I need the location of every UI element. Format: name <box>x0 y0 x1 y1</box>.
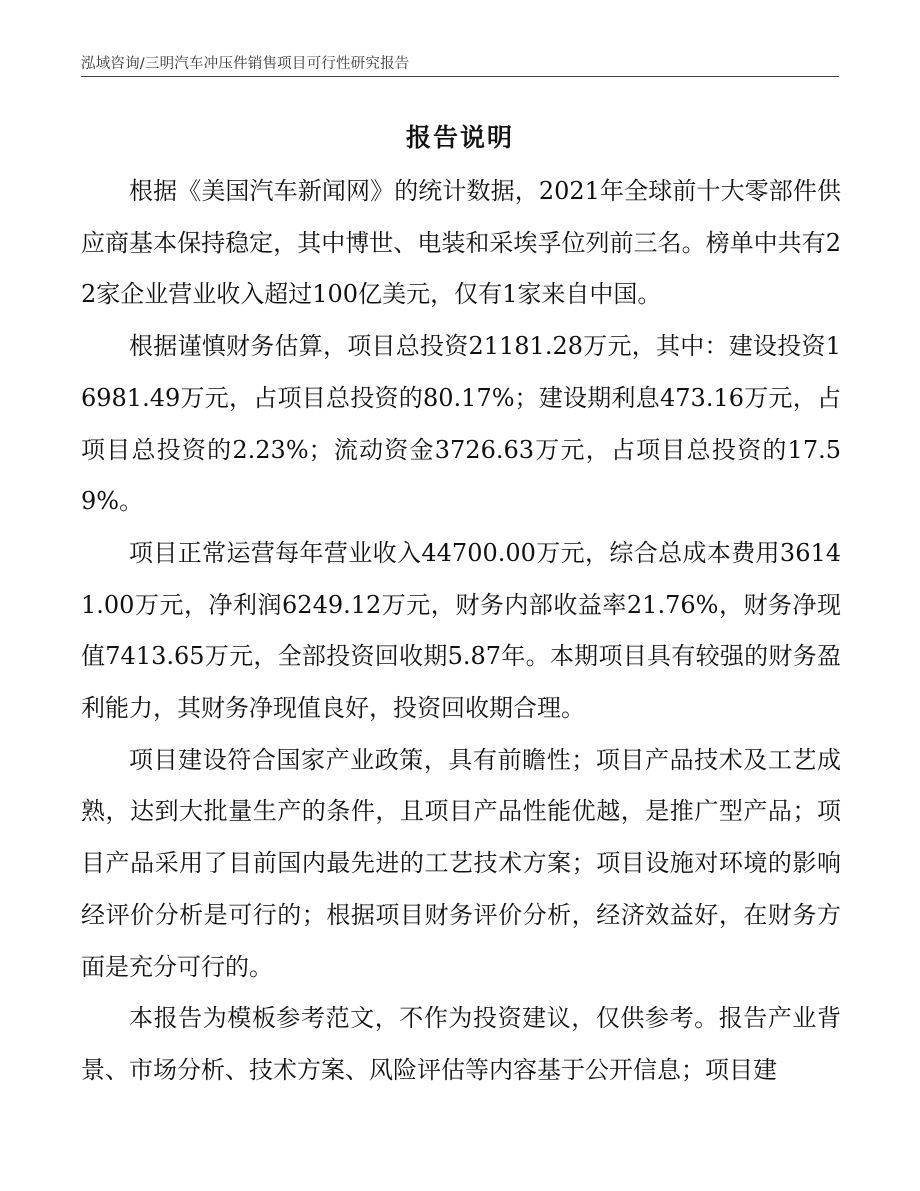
document-title: 报告说明 <box>405 123 514 152</box>
paragraph-financial-returns: 项目正常运营每年营业收入44700.00万元，综合总成本费用36141.00万元，净利润6249.12万元，财务内部收益率21.76%，财务净现值7413.65万元，全部投资回收期5.87年。本期项目具有较强的财务盈利能力，其财务净现值良好，投资回收期合理。 <box>81 538 841 723</box>
header-divider <box>81 76 839 77</box>
paragraph-feasibility-conclusion: 项目建设符合国家产业政策，具有前瞻性；项目产品技术及工艺成熟，达到大批量生产的条件，且项目产品性能优越，是推广型产品；项目产品采用了目前国内最先进的工艺技术方案；项目设施对环境的影响经评价分析是可行的；根据项目财务评价分析，经济效益好，在财务方面是充分可行的。 <box>81 745 841 981</box>
paragraph-investment-estimate: 根据谨慎财务估算，项目总投资21181.28万元，其中：建设投资16981.49万元，占项目总投资的80.17%；建设期利息473.16万元，占项目总投资的2.23%；流动资金3726.63万元，占项目总投资的17.59%。 <box>81 332 841 516</box>
page-header: 泓域咨询/三明汽车冲压件销售项目可行性研究报告 <box>81 56 410 72</box>
paragraph-disclaimer: 本报告为模板参考范文，不作为投资建议，仅供参考。报告产业背景、市场分析、技术方案、风险评估等内容基于公开信息；项目建 <box>81 1004 841 1084</box>
paragraph-market-background: 根据《美国汽车新闻网》的统计数据，2021年全球前十大零部件供应商基本保持稳定，其中博世、电装和采埃孚位列前三名。榜单中共有22家企业营业收入超过100亿美元，仅有1家来自中国。 <box>81 177 841 309</box>
document-body <box>81 166 841 1097</box>
